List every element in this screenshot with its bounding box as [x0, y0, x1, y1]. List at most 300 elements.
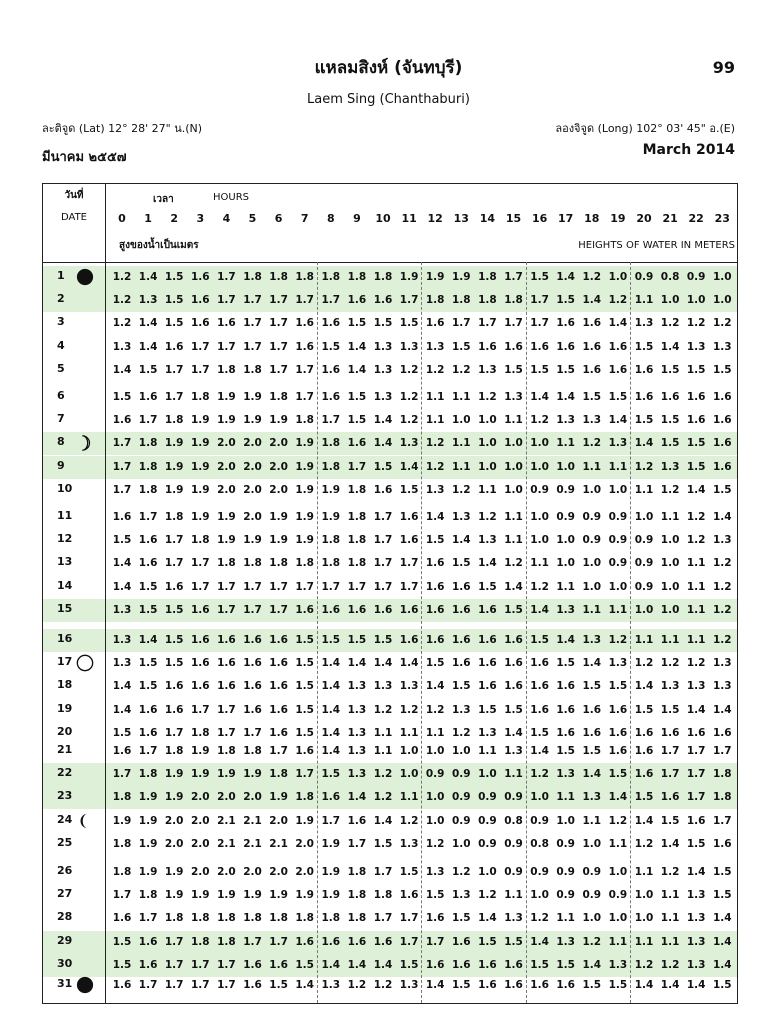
height-cell: 1.9: [217, 391, 236, 403]
height-cell: 1.4: [608, 414, 628, 427]
height-cell: 1.5: [556, 657, 575, 670]
height-cell: 1.2: [634, 837, 654, 850]
height-cell: 0.9: [451, 791, 471, 804]
height-cell: 1.6: [712, 460, 732, 473]
height-cell: 1.8: [295, 414, 314, 427]
height-cell: 1.3: [686, 912, 706, 925]
height-cell: 1.6: [425, 603, 445, 616]
height-cell: 1.2: [582, 437, 602, 450]
height-cell: 1.6: [164, 340, 184, 353]
height-cell: 1.5: [373, 460, 393, 473]
height-cell: 1.5: [660, 703, 680, 716]
height-cell: 1.6: [530, 703, 549, 716]
height-cell: 1.2: [399, 703, 419, 716]
height-cell: 1.5: [686, 837, 706, 850]
height-cell: 1.5: [556, 958, 575, 971]
height-cell: 1.8: [478, 294, 497, 307]
heights-label-thai: สูงของน้ำเป็นเมตร: [119, 240, 199, 251]
height-cell: 1.5: [712, 866, 732, 878]
height-cell: 1.8: [347, 912, 367, 925]
height-cell: 0.9: [478, 837, 497, 850]
height-cell: 1.8: [112, 866, 132, 878]
height-cell: 1.6: [660, 726, 680, 739]
hour-header: 8: [326, 212, 335, 225]
height-cell: 1.3: [373, 340, 393, 353]
height-cell: 1.8: [347, 534, 367, 547]
height-cell: 1.0: [712, 271, 732, 283]
height-cell: 1.6: [243, 958, 262, 971]
height-cell: 1.0: [582, 912, 602, 925]
height-cell: 1.7: [347, 837, 367, 850]
height-cell: 1.6: [164, 680, 184, 693]
height-cell: 1.6: [478, 657, 497, 670]
height-cell: 1.0: [399, 768, 419, 781]
height-cell: 1.2: [634, 958, 654, 971]
height-cell: 1.7: [269, 294, 288, 307]
height-cell: 2.1: [269, 837, 288, 850]
new-moon-icon: [76, 268, 94, 286]
height-cell: 1.4: [530, 745, 549, 757]
height-cell: 1.8: [712, 791, 732, 804]
height-cell: 1.8: [243, 912, 262, 925]
page-number: 99: [712, 58, 735, 77]
height-cell: 1.0: [660, 294, 680, 307]
height-cell: 0.9: [582, 866, 602, 878]
day-number: 8: [57, 435, 65, 449]
height-cell: 2.1: [217, 814, 236, 827]
height-cell: 1.5: [425, 889, 445, 902]
height-cell: 1.0: [530, 460, 549, 473]
height-cell: 1.1: [608, 837, 628, 850]
height-cell: 1.3: [425, 340, 445, 353]
height-cell: 1.5: [164, 271, 184, 283]
height-cell: 1.5: [295, 657, 314, 670]
height-cell: 1.8: [112, 837, 132, 850]
table-row: [43, 266, 737, 289]
height-cell: 1.1: [399, 791, 419, 804]
height-cell: 1.8: [269, 271, 288, 283]
height-cell: 1.7: [373, 580, 393, 593]
height-cell: 1.6: [399, 889, 419, 902]
height-cell: 1.7: [399, 580, 419, 593]
height-cell: 1.2: [660, 866, 680, 878]
height-cell: 1.3: [556, 603, 575, 616]
day-number: 15: [57, 601, 73, 615]
height-cell: 1.4: [112, 703, 132, 716]
height-cell: 1.7: [478, 317, 497, 330]
height-cell: 1.5: [373, 837, 393, 850]
height-cell: 1.2: [373, 703, 393, 716]
height-cell: 1.5: [530, 363, 549, 376]
height-cell: 1.2: [478, 889, 497, 902]
height-cell: 2.0: [190, 866, 210, 878]
height-cell: 1.7: [164, 363, 184, 376]
height-cell: 1.5: [425, 657, 445, 670]
height-cell: 1.5: [478, 703, 497, 716]
height-cell: 1.2: [451, 726, 471, 739]
height-cell: 1.3: [660, 680, 680, 693]
height-cell: 1.2: [112, 317, 132, 330]
height-cell: 1.7: [190, 363, 210, 376]
height-cell: 1.2: [425, 437, 445, 450]
height-cell: 1.5: [582, 391, 602, 403]
hour-header: 22: [688, 212, 704, 225]
hour-header: 3: [196, 212, 205, 225]
height-cell: 1.9: [190, 460, 210, 473]
height-cell: 1.8: [321, 271, 341, 283]
table-row: [43, 763, 737, 786]
height-cell: 2.0: [217, 866, 236, 878]
height-cell: 1.6: [530, 680, 549, 693]
height-cell: 1.1: [504, 768, 523, 781]
height-cell: 1.4: [530, 935, 549, 948]
hours-label: HOURS: [213, 192, 250, 203]
height-cell: 1.4: [347, 958, 367, 971]
height-cell: 1.6: [190, 271, 210, 283]
height-cell: 1.6: [712, 726, 732, 739]
height-cell: 0.9: [504, 866, 523, 878]
height-cell: 1.6: [608, 340, 628, 353]
height-cell: 1.0: [582, 483, 602, 496]
height-cell: 1.6: [243, 979, 262, 991]
height-cell: 1.6: [660, 391, 680, 403]
height-cell: 1.5: [530, 634, 549, 646]
height-cell: 1.1: [660, 935, 680, 948]
height-cell: 1.2: [712, 580, 732, 593]
height-cell: 1.6: [112, 511, 132, 523]
height-cell: 1.7: [295, 768, 314, 781]
height-cell: 1.7: [530, 317, 549, 330]
height-cell: 1.2: [373, 791, 393, 804]
height-cell: 1.3: [712, 680, 732, 693]
height-cell: 1.9: [295, 511, 314, 523]
day-number: 20: [57, 724, 73, 738]
height-cell: 1.2: [112, 271, 132, 283]
height-cell: 1.6: [190, 680, 210, 693]
table-row: [43, 479, 737, 502]
height-cell: 1.4: [686, 703, 706, 716]
height-cell: 1.5: [164, 634, 184, 646]
tide-table: [42, 183, 738, 1004]
height-cell: 1.4: [582, 958, 602, 971]
height-cell: 1.6: [138, 557, 158, 570]
height-cell: 1.3: [347, 680, 367, 693]
table-row: [43, 907, 737, 930]
height-cell: 1.7: [217, 703, 236, 716]
height-cell: 0.9: [608, 889, 628, 902]
height-cell: 1.1: [373, 745, 393, 757]
height-cell: 1.6: [582, 726, 602, 739]
height-cell: 1.0: [660, 580, 680, 593]
height-cell: 1.6: [556, 340, 575, 353]
height-cell: 1.5: [269, 979, 288, 991]
height-cell: 1.5: [530, 726, 549, 739]
height-cell: 1.1: [504, 534, 523, 547]
height-cell: 1.5: [634, 340, 654, 353]
height-cell: 1.5: [478, 935, 497, 948]
hour-header: 18: [584, 212, 600, 225]
height-cell: 1.6: [530, 340, 549, 353]
height-cell: 1.7: [138, 745, 158, 757]
height-cell: 1.6: [608, 726, 628, 739]
day-number: 12: [57, 532, 73, 546]
height-cell: 1.6: [608, 363, 628, 376]
table-row: [43, 629, 737, 652]
height-cell: 1.5: [712, 483, 732, 496]
height-cell: 1.2: [478, 391, 497, 403]
height-cell: 1.6: [478, 634, 497, 646]
height-cell: 1.3: [399, 837, 419, 850]
height-cell: 1.0: [504, 437, 523, 450]
hour-header: 10: [375, 212, 391, 225]
height-cell: 1.7: [399, 912, 419, 925]
height-cell: 1.5: [164, 317, 184, 330]
height-cell: 0.8: [504, 814, 523, 827]
height-cell: 1.5: [504, 603, 523, 616]
height-cell: 1.1: [634, 935, 654, 948]
height-cell: 1.5: [451, 340, 471, 353]
height-cell: 1.9: [138, 837, 158, 850]
height-cell: 1.6: [399, 634, 419, 646]
height-cell: 1.6: [347, 437, 367, 450]
day-number: 17: [57, 655, 73, 669]
height-cell: 1.8: [321, 460, 341, 473]
height-cell: 1.3: [347, 745, 367, 757]
column-separator: [630, 262, 631, 1003]
height-cell: 2.0: [217, 483, 236, 496]
height-cell: 0.9: [582, 534, 602, 547]
height-cell: 1.6: [425, 317, 445, 330]
day-number: 5: [57, 361, 65, 375]
height-cell: 1.4: [112, 557, 132, 570]
height-cell: 1.7: [164, 557, 184, 570]
height-cell: 1.1: [660, 511, 680, 523]
height-cell: 1.9: [190, 483, 210, 496]
height-cell: 1.2: [582, 271, 602, 283]
height-cell: 1.7: [269, 363, 288, 376]
height-cell: 1.3: [582, 414, 602, 427]
height-cell: 1.7: [425, 935, 445, 948]
height-cell: 1.3: [686, 340, 706, 353]
height-cell: 0.9: [686, 271, 706, 283]
table-row: [43, 861, 737, 884]
height-cell: 1.6: [190, 603, 210, 616]
height-cell: 1.1: [634, 634, 654, 646]
height-cell: 1.0: [425, 745, 445, 757]
height-cell: 1.6: [582, 703, 602, 716]
height-cell: 1.6: [269, 726, 288, 739]
height-cell: 1.6: [190, 634, 210, 646]
table-row: [43, 576, 737, 599]
height-cell: 1.0: [451, 414, 471, 427]
height-cell: 1.6: [321, 935, 341, 948]
height-cell: 1.1: [634, 483, 654, 496]
height-cell: 1.3: [660, 460, 680, 473]
height-cell: 1.5: [321, 768, 341, 781]
station-title-thai: แหลมสิงห์ (จันทบุรี): [314, 58, 463, 78]
height-cell: 1.4: [660, 837, 680, 850]
day-number: 19: [57, 701, 73, 715]
height-cell: 1.7: [504, 317, 523, 330]
height-cell: 1.6: [425, 557, 445, 570]
hour-header: 5: [248, 212, 257, 225]
height-cell: 1.4: [530, 603, 549, 616]
height-cell: 1.5: [164, 603, 184, 616]
height-cell: 1.6: [295, 745, 314, 757]
height-cell: 1.6: [425, 580, 445, 593]
date-label-english: DATE: [60, 212, 87, 223]
height-cell: 0.9: [634, 271, 654, 283]
day-number: 1: [57, 269, 65, 282]
height-cell: 1.6: [112, 979, 132, 991]
height-cell: 1.9: [269, 511, 288, 523]
height-cell: 1.7: [112, 437, 132, 450]
height-cell: 1.5: [504, 703, 523, 716]
height-cell: 1.6: [504, 340, 523, 353]
height-cell: 0.9: [556, 483, 575, 496]
height-cell: 1.6: [634, 363, 654, 376]
height-cell: 1.4: [608, 791, 628, 804]
height-cell: 1.8: [190, 912, 210, 925]
height-cell: 1.7: [686, 791, 706, 804]
height-cell: 1.5: [321, 340, 341, 353]
height-cell: 1.1: [478, 745, 497, 757]
height-cell: 1.6: [712, 837, 732, 850]
height-cell: 1.2: [504, 557, 523, 570]
height-cell: 1.8: [243, 745, 262, 757]
height-cell: 1.9: [243, 889, 262, 902]
height-cell: 1.6: [190, 657, 210, 670]
date-label-thai: วันที่: [64, 190, 84, 201]
height-cell: 1.8: [295, 791, 314, 804]
height-cell: 1.0: [478, 460, 497, 473]
height-cell: 1.3: [451, 889, 471, 902]
height-cell: 1.2: [425, 837, 445, 850]
height-cell: 0.9: [478, 791, 497, 804]
height-cell: 1.6: [217, 634, 236, 646]
height-cell: 1.9: [321, 837, 341, 850]
height-cell: 1.6: [451, 603, 471, 616]
height-cell: 1.9: [321, 483, 341, 496]
height-cell: 1.9: [217, 534, 236, 547]
day-number: 11: [57, 509, 73, 522]
height-cell: 2.1: [243, 814, 262, 827]
hour-header: 12: [427, 212, 443, 225]
height-cell: 1.9: [164, 768, 184, 781]
height-cell: 1.5: [686, 363, 706, 376]
height-cell: 1.1: [399, 726, 419, 739]
height-cell: 1.7: [190, 958, 210, 971]
height-cell: 1.0: [608, 912, 628, 925]
height-cell: 1.9: [451, 271, 471, 283]
height-cell: 1.6: [373, 483, 393, 496]
height-cell: 1.6: [478, 603, 497, 616]
height-cell: 1.7: [399, 294, 419, 307]
height-cell: 1.8: [425, 294, 445, 307]
height-cell: 1.6: [478, 680, 497, 693]
height-cell: 1.4: [582, 657, 602, 670]
height-cell: 1.2: [608, 634, 628, 646]
height-cell: 2.0: [243, 791, 262, 804]
height-cell: 1.7: [321, 414, 341, 427]
height-cell: 1.7: [399, 557, 419, 570]
height-cell: 1.0: [530, 511, 549, 523]
table-row: [43, 456, 737, 479]
height-cell: 1.4: [556, 391, 575, 403]
height-cell: 1.6: [243, 634, 262, 646]
height-cell: 1.6: [243, 657, 262, 670]
height-cell: 1.5: [112, 935, 132, 948]
height-cell: 1.6: [582, 317, 602, 330]
height-cell: 0.9: [530, 814, 549, 827]
height-cell: 1.2: [686, 534, 706, 547]
height-cell: 1.5: [321, 634, 341, 646]
height-cell: 1.2: [712, 557, 732, 570]
height-cell: 1.7: [112, 460, 132, 473]
height-cell: 1.2: [530, 580, 549, 593]
height-cell: 1.4: [478, 912, 497, 925]
height-cell: 0.9: [530, 866, 549, 878]
height-cell: 1.4: [425, 680, 445, 693]
height-cell: 1.7: [190, 580, 210, 593]
height-cell: 1.0: [530, 534, 549, 547]
height-cell: 1.1: [425, 726, 445, 739]
height-cell: 1.4: [556, 271, 575, 283]
day-number: 16: [57, 632, 73, 645]
hour-header: 0: [118, 212, 126, 225]
height-cell: 1.6: [138, 958, 158, 971]
height-cell: 1.8: [347, 557, 367, 570]
height-cell: 1.6: [138, 726, 158, 739]
height-cell: 1.0: [660, 603, 680, 616]
hour-header: 16: [531, 212, 548, 225]
height-cell: 1.0: [660, 557, 680, 570]
height-cell: 1.9: [243, 414, 262, 427]
height-cell: 1.1: [478, 483, 497, 496]
height-cell: 1.5: [451, 680, 471, 693]
height-cell: 1.7: [190, 703, 210, 716]
height-cell: 1.3: [399, 979, 419, 991]
height-cell: 1.1: [634, 294, 654, 307]
height-cell: 1.9: [217, 511, 236, 523]
table-row: [43, 359, 737, 382]
hour-header: 20: [636, 212, 652, 225]
height-cell: 1.5: [660, 437, 680, 450]
height-cell: 0.9: [634, 534, 654, 547]
height-cell: 1.1: [556, 791, 575, 804]
height-cell: 1.3: [478, 726, 497, 739]
height-cell: 1.9: [190, 414, 210, 427]
height-cell: 1.5: [530, 958, 549, 971]
height-cell: 1.1: [608, 460, 628, 473]
height-cell: 1.1: [504, 414, 523, 427]
height-cell: 1.5: [425, 534, 445, 547]
height-cell: 1.7: [269, 745, 288, 757]
height-cell: 1.3: [712, 534, 732, 547]
height-cell: 1.8: [269, 912, 288, 925]
hour-header: 9: [353, 212, 361, 225]
height-cell: 1.5: [347, 317, 367, 330]
height-cell: 1.6: [582, 340, 602, 353]
height-cell: 1.6: [530, 657, 549, 670]
height-cell: 1.8: [243, 557, 262, 570]
height-cell: 1.6: [504, 657, 523, 670]
height-cell: 1.9: [243, 391, 262, 403]
height-cell: 1.6: [634, 726, 654, 739]
height-cell: 1.6: [660, 791, 680, 804]
height-cell: 1.2: [373, 768, 393, 781]
height-cell: 1.7: [269, 317, 288, 330]
